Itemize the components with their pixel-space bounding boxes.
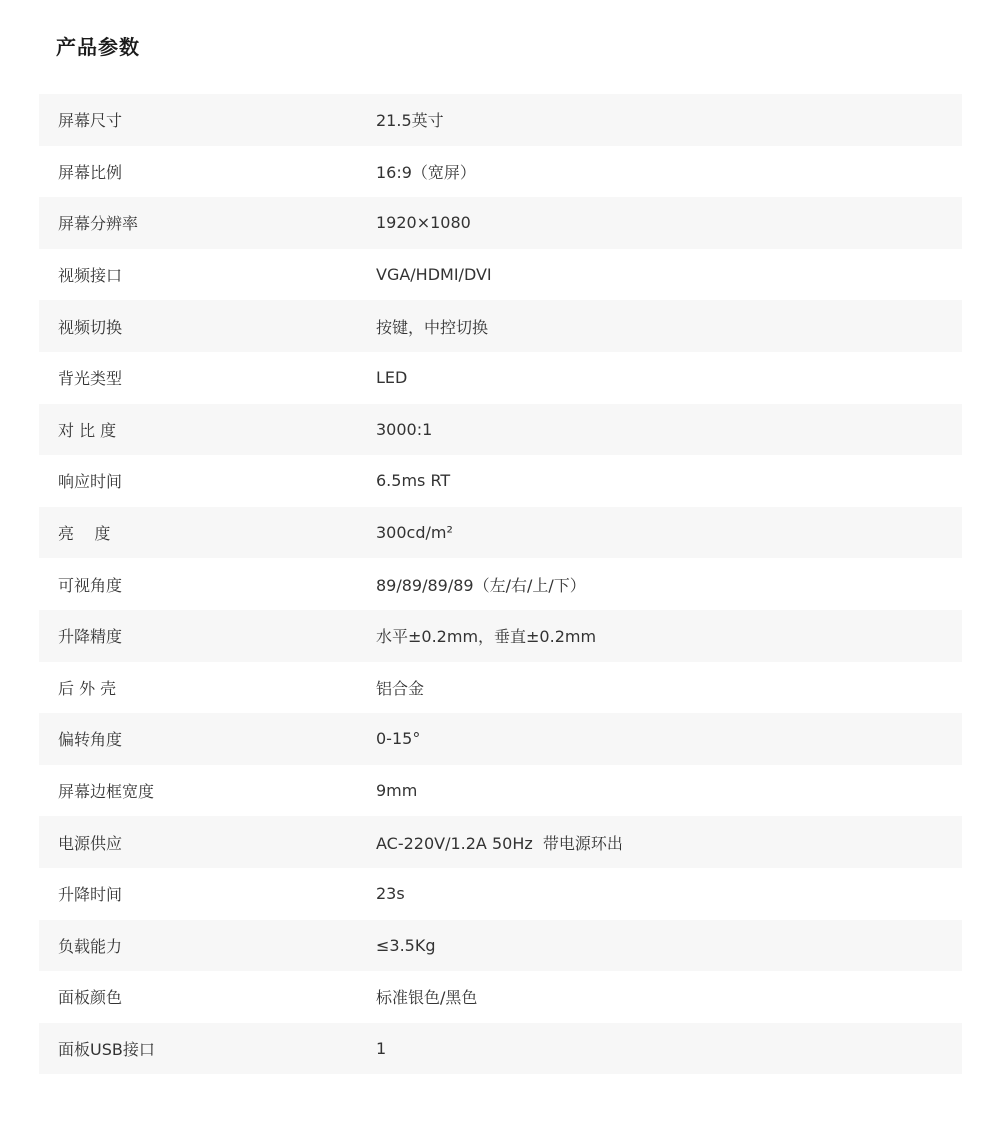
spec-value: 标准银色/黑色: [376, 988, 478, 1008]
spec-row: [39, 404, 962, 456]
spec-value: 21.5英寸: [376, 111, 444, 131]
spec-value: 9mm: [376, 781, 418, 801]
spec-row: [39, 249, 962, 301]
spec-label: 负载能力: [58, 936, 123, 956]
spec-row: [39, 558, 962, 610]
spec-label: 升降时间: [58, 885, 123, 905]
spec-value: 铝合金: [376, 678, 425, 698]
spec-label: 对 比 度: [58, 420, 117, 440]
spec-value: VGA/HDMI/DVI: [376, 265, 492, 285]
spec-row: [39, 868, 962, 920]
spec-row: [39, 1023, 962, 1075]
spec-row: [39, 971, 962, 1023]
spec-value: 3000:1: [376, 419, 433, 439]
spec-value: 0-15°: [376, 729, 421, 749]
spec-label: 视频切换: [58, 317, 123, 337]
spec-row: [39, 455, 962, 507]
spec-label: 面板USB接口: [58, 1039, 155, 1059]
spec-label: 背光类型: [58, 369, 123, 389]
spec-row: [39, 816, 962, 868]
spec-row: [39, 300, 962, 352]
spec-label: 屏幕比例: [58, 162, 123, 182]
spec-value: 6.5ms RT: [376, 471, 451, 491]
spec-label: 视频接口: [58, 266, 123, 286]
spec-label: 电源供应: [58, 833, 123, 853]
spec-row: [39, 765, 962, 817]
spec-value: 1: [376, 1038, 387, 1058]
spec-label: 亮 度: [58, 524, 111, 544]
spec-label: 升降精度: [58, 627, 123, 647]
spec-row: [39, 662, 962, 714]
spec-label: 偏转角度: [58, 730, 123, 750]
spec-value: 按键，中控切换: [376, 317, 489, 337]
spec-row: [39, 507, 962, 559]
spec-label: 响应时间: [58, 472, 123, 492]
spec-value: 1920×1080: [376, 213, 471, 233]
spec-label: 后 外 壳: [58, 678, 117, 698]
spec-value: AC-220V/1.2A 50Hz 带电源环出: [376, 833, 623, 853]
spec-row: [39, 920, 962, 972]
spec-row: [39, 94, 962, 146]
spec-value: 水平±0.2mm，垂直±0.2mm: [376, 627, 597, 647]
spec-label: 可视角度: [58, 575, 123, 595]
spec-row: [39, 352, 962, 404]
spec-value: ≤3.5Kg: [376, 935, 436, 955]
spec-label: 屏幕分辨率: [58, 214, 139, 234]
spec-value: 23s: [376, 884, 405, 904]
spec-label: 屏幕边框宽度: [58, 782, 155, 802]
spec-row: [39, 713, 962, 765]
spec-row: [39, 610, 962, 662]
spec-label: 屏幕尺寸: [58, 111, 123, 131]
spec-table: [39, 94, 962, 1074]
spec-value: 89/89/89/89（左/右/上/下）: [376, 575, 586, 595]
spec-row: [39, 197, 962, 249]
spec-row: [39, 146, 962, 198]
spec-value: 16:9（宽屏）: [376, 162, 476, 182]
spec-value: 300cd/m²: [376, 523, 453, 543]
spec-value: LED: [376, 368, 408, 388]
spec-label: 面板颜色: [58, 988, 123, 1008]
page-title: 产品参数: [56, 35, 140, 59]
